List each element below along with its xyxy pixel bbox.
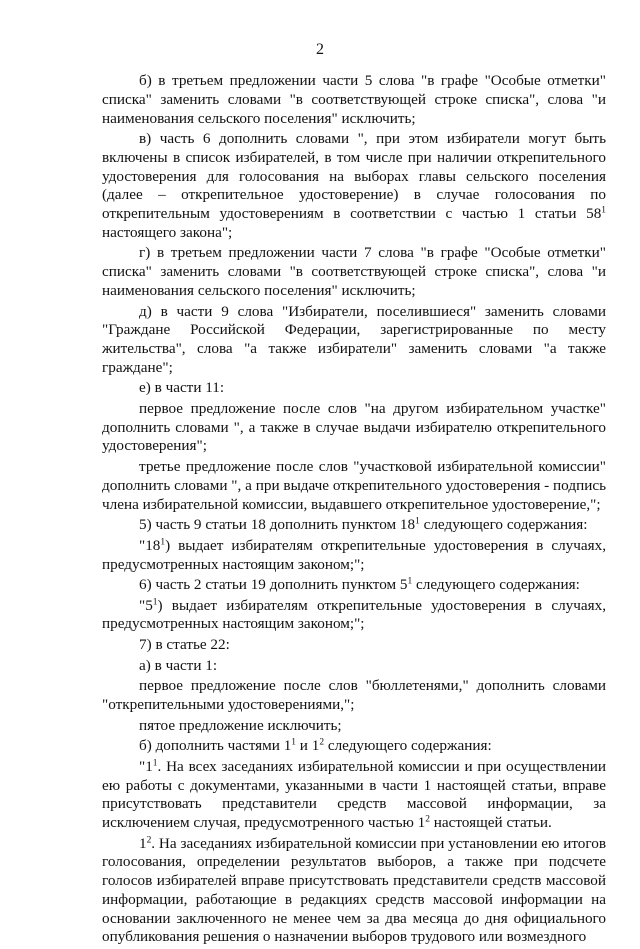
paragraph-text: следующего содержания: xyxy=(412,576,580,594)
superscript: 1 xyxy=(415,516,420,527)
paragraph-text: и 1 xyxy=(296,737,320,755)
superscript: 1 xyxy=(152,597,158,608)
paragraph xyxy=(102,717,606,736)
paragraph xyxy=(102,379,606,398)
paragraph-text: 5) часть 9 статьи 18 дополнить пунктом 18 xyxy=(139,516,416,534)
superscript: 2 xyxy=(146,834,152,845)
paragraph-text: ) выдает избирателям открепительные удостоверения в случаях, предусмотренных настоящим законом;"; xyxy=(102,596,606,633)
superscript: 1 xyxy=(152,758,158,769)
paragraph-text: а) в части 1: xyxy=(139,656,218,674)
paragraph-text: б) в третьем предложении части 5 слова "в графе "Особые отметки" списка" заменить словами "в соответствующей строке списка", слова "и наименования сельского поселения" исключить; xyxy=(102,72,606,127)
paragraph xyxy=(102,458,606,514)
paragraph-text: 1 xyxy=(139,834,147,852)
paragraph xyxy=(102,576,606,595)
page-number: 2 xyxy=(316,41,324,58)
paragraph-text: настоящей статьи. xyxy=(429,814,552,831)
paragraph xyxy=(102,244,606,300)
paragraph-text: первое предложение после слов "бюллетенями," дополнить словами "открепительными удостоверениями,"; xyxy=(102,677,606,713)
paragraph-text: третье предложение после слов "участковой избирательной комиссии" дополнить словами ", а при выдаче открепительного удостоверения - подпись члена избирательной комиссии, выдавшего открепительное удостоверение,"; xyxy=(102,458,606,513)
superscript: 1 xyxy=(407,576,413,587)
paragraph xyxy=(102,636,606,655)
paragraph-text: 7) в статье 22: xyxy=(139,636,230,654)
paragraph-text: "1 xyxy=(139,757,153,775)
superscript: 1 xyxy=(291,737,296,748)
paragraph-text: "18 xyxy=(139,536,161,554)
paragraph xyxy=(102,130,606,243)
superscript: 2 xyxy=(425,814,430,825)
paragraph-text: пятое предложение исключить; xyxy=(139,716,342,734)
paragraph-text: б) дополнить частями 1 xyxy=(139,737,292,755)
paragraph xyxy=(102,835,606,948)
superscript: 1 xyxy=(601,205,606,216)
paragraph-text: следующего содержания: xyxy=(419,516,588,534)
paragraph xyxy=(102,758,606,833)
paragraph-text: настоящего закона"; xyxy=(102,223,233,241)
paragraph-text: следующего содержания: xyxy=(324,737,492,755)
document-body xyxy=(102,72,606,949)
paragraph xyxy=(102,597,606,635)
paragraph-text: г) в третьем предложении части 7 слова "в графе "Особые отметки" списка" заменить словами "в соответствующей строке списка", слова "и наименования сельского поселения" исключить; xyxy=(102,244,606,299)
paragraph-text: ) выдает избирателям открепительные удостоверения в случаях, предусмотренных настоящим законом;"; xyxy=(102,536,606,573)
paragraph-text: е) в части 11: xyxy=(139,379,225,397)
paragraph-text: в) часть 6 дополнить словами ", при этом избиратели могут быть включены в список избирателей, в том числе при наличии открепительного удостоверения для голосования на выборах главы сельского поселения (далее – открепительное удостоверение) в случае голосования по открепительным удостоверениям в соответствии с частью 1 статьи 58 xyxy=(102,130,606,223)
paragraph xyxy=(102,537,606,575)
paragraph xyxy=(102,516,606,535)
paragraph-text: д) в части 9 слова "Избиратели, поселившиеся" заменить словами "Граждане Российской Федерации, зарегистрированные по месту жительства", слова "а также избиратели" заменить словами "а также граждане"; xyxy=(102,302,606,376)
paragraph xyxy=(102,72,606,128)
paragraph xyxy=(102,303,606,378)
paragraph xyxy=(102,400,606,456)
paragraph xyxy=(102,657,606,676)
superscript: 1 xyxy=(160,537,166,548)
paragraph-text: 6) часть 2 статьи 19 дополнить пунктом 5 xyxy=(139,576,408,594)
paragraph xyxy=(102,737,606,756)
superscript: 2 xyxy=(319,737,325,748)
paragraph-text: "5 xyxy=(139,596,153,614)
paragraph-text: . На всех заседаниях избирательной комиссии и при осуществлении ею работы с документами, указанными в части 1 настоящей статьи, вправе присутствовать представители средств массовой информации, за исключением случая, предусмотренного частью 1 xyxy=(102,757,606,831)
paragraph xyxy=(102,677,606,715)
paragraph-text: первое предложение после слов "на другом избирательном участке" дополнить словами ", а также в случае выдачи избирателю открепительного удостоверения"; xyxy=(102,399,606,455)
paragraph-text: . На заседаниях избирательной комиссии при установлении ею итогов голосования, определении результатов выборов, а также при подсчете голосов избирателей вправе присутствовать представители средств массовой информации, работающие в редакциях средств массовой информации на основании заключенного не менее чем за два месяца до дня официального опубликования решения о назначении выборов трудового или возмездного xyxy=(102,834,606,946)
